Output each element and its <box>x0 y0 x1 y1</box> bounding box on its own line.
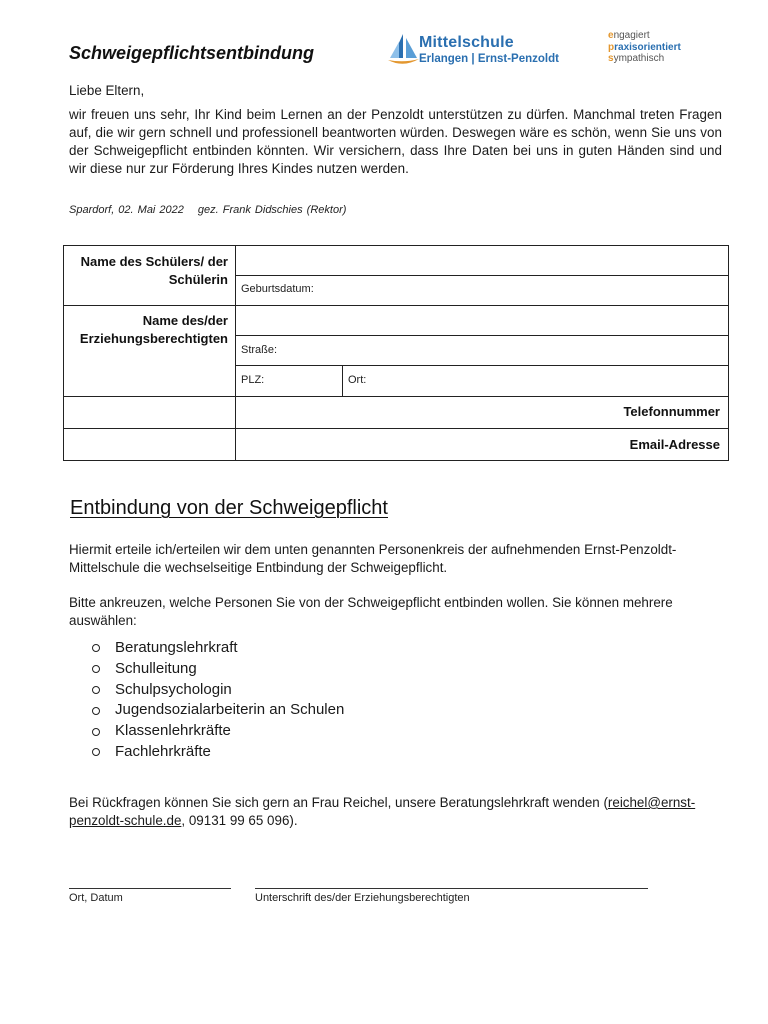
street-label: Straße: <box>241 344 278 356</box>
sails-logo-icon <box>386 32 420 68</box>
slogan-line: engagiert <box>608 30 650 41</box>
place-date-signature <box>69 204 346 216</box>
option-label: Schulleitung <box>115 659 197 677</box>
logo-slogan <box>608 30 681 65</box>
option-beratungslehrkraft[interactable] <box>92 638 344 659</box>
option-schulleitung[interactable] <box>92 659 344 680</box>
slogan-line: praxisorientiert <box>608 41 681 53</box>
place-date-line <box>69 888 231 889</box>
signature-caption: Unterschrift des/der Erziehungsberechtigten <box>255 892 470 904</box>
zip-label: PLZ: <box>241 374 265 386</box>
person-options-list <box>92 638 344 763</box>
logo-name: Mittelschule <box>419 34 514 51</box>
section-heading: Entbindung von der Schweigepflicht <box>70 497 388 519</box>
contact-email-link[interactable]: reichel@ernst-penzoldt-schule.de <box>69 795 696 828</box>
street-field[interactable] <box>236 336 728 365</box>
student-name-label: Name des Schülers/ der Schülerin <box>80 254 228 287</box>
guardian-name-label: Name des/der Erziehungsberechtigten <box>79 313 228 346</box>
student-name-field[interactable] <box>236 246 728 275</box>
option-fachlehrkraefte[interactable] <box>92 742 344 763</box>
birthdate-label: Geburtsdatum: <box>241 283 314 295</box>
school-logo <box>386 30 696 72</box>
phone-field[interactable] <box>236 397 728 428</box>
intro-paragraph: wir freuen uns sehr, Ihr Kind beim Lernen an der Penzoldt unterstützen zu dürfen. Manchmal treten Fragen auf, die wir gern schnell und professionell beantworten würden. Deswegen wäre es schön, wenn Sie uns von der Schweigepflicht entbinden könnten. Wir versichern, dass Ihre Daten bei uns in guten Händen sind und wir diese nur zur Förderung Ihres Kindes nutzen werden. <box>69 107 722 176</box>
checkbox-circle-icon[interactable] <box>92 686 100 694</box>
checkbox-circle-icon[interactable] <box>92 707 100 715</box>
zip-field[interactable] <box>236 366 342 396</box>
option-schulpsychologin[interactable] <box>92 680 344 701</box>
option-label: Klassenlehrkräfte <box>115 722 231 740</box>
option-label: Schulpsychologin <box>115 680 232 698</box>
city-label: Ort: <box>348 374 367 386</box>
checkbox-circle-icon[interactable] <box>92 665 100 673</box>
option-label: Jugendsozialarbeiterin an Schulen <box>115 701 345 719</box>
birthdate-field[interactable] <box>236 276 728 305</box>
checkbox-circle-icon[interactable] <box>92 728 100 736</box>
release-paragraph: Hiermit erteile ich/erteilen wir dem unten genannten Personenkreis der aufnehmenden Ernst-Penzoldt-Mittelschule die wechselseitige Entbindung der Schweigepflicht. <box>69 542 677 575</box>
checkbox-circle-icon[interactable] <box>92 748 100 756</box>
instruction-paragraph: Bitte ankreuzen, welche Personen Sie von der Schweigepflicht entbinden wollen. Sie können mehrere auswählen: <box>69 595 673 628</box>
contact-form-table <box>63 245 729 461</box>
signed-by: gez. Frank Didschies (Rektor) <box>197 204 347 216</box>
greeting: Liebe Eltern, <box>69 83 145 98</box>
guardian-name-field[interactable] <box>236 306 728 335</box>
place-date: Spardorf, 02. Mai 2022 <box>69 204 184 216</box>
option-label: Fachlehrkräfte <box>115 742 211 760</box>
checkbox-circle-icon[interactable] <box>92 644 100 652</box>
signature-line <box>255 888 648 889</box>
document-title: Schweigepflichtsentbindung <box>69 43 315 63</box>
slogan-line: sympathisch <box>608 53 665 64</box>
email-field[interactable] <box>236 429 728 461</box>
option-klassenlehrkraefte[interactable] <box>92 721 344 742</box>
contact-paragraph: Bei Rückfragen können Sie sich gern an Frau Reichel, unsere Beratungslehrkraft wenden (reichel@ernst-penzoldt-schule.de, 09131 99 65 096). <box>69 795 696 828</box>
phone-label: Telefonnummer <box>623 404 720 419</box>
option-label: Beratungslehrkraft <box>115 639 238 656</box>
email-label: Email-Adresse <box>629 437 720 452</box>
option-jugendsozialarbeiterin[interactable] <box>92 700 344 721</box>
logo-subtitle: Erlangen | Ernst-Penzoldt <box>419 53 559 65</box>
city-field[interactable] <box>343 366 728 396</box>
place-date-caption: Ort, Datum <box>69 892 123 904</box>
